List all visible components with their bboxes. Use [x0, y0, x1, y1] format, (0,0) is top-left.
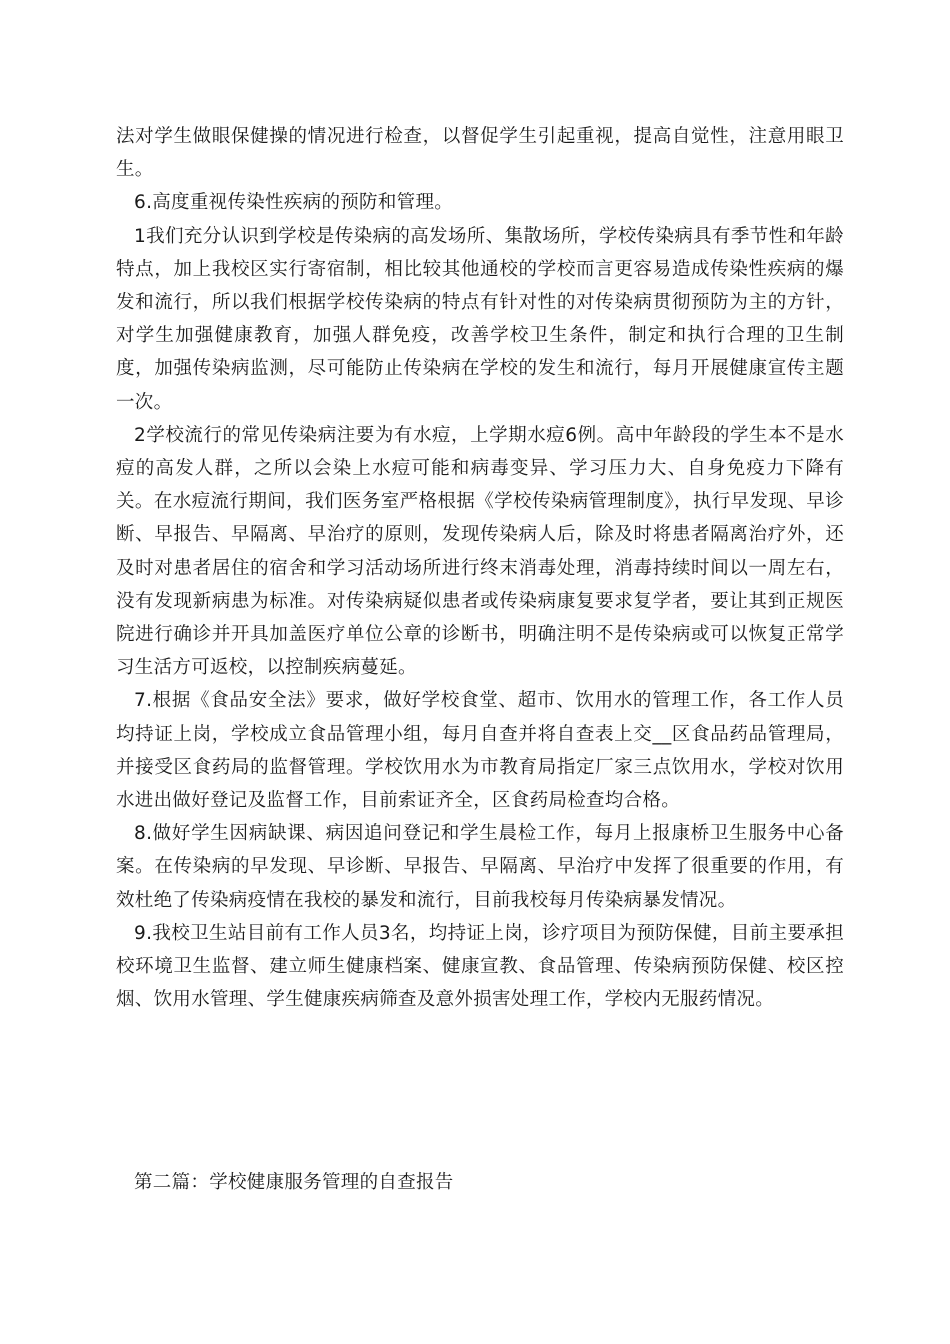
paragraph-item-7: 7.根据《食品安全法》要求，做好学校食堂、超市、饮用水的管理工作，各工作人员均持证上岗，学校成立食品管理小组，每月自查并将自查表上交__区食品药品管理局，并接受区食药局的监督管理。学校饮用水为市教育局指定厂家三点饮用水，学校对饮用水进出做好登记及监督工作，目前索证齐全，区食药局检查均合格。: [116, 690, 844, 812]
paragraph-item-6-heading: 6.高度重视传染性疾病的预防和管理。: [134, 192, 454, 214]
document-body: [116, 120, 844, 1016]
section-heading-second-article: 第二篇：学校健康服务管理的自查报告: [134, 1172, 454, 1193]
paragraph-item-8: 8.做好学生因病缺课、病因追问登记和学生晨检工作，每月上报康桥卫生服务中心备案。在传染病的早发现、早诊断、早报告、早隔离、早治疗中发挥了很重要的作用，有效杜绝了传染病疫情在我校的暴发和流行，目前我校每月传染病暴发情况。: [116, 823, 844, 911]
paragraph-item-6-1: 1我们充分认识到学校是传染病的高发场所、集散场所，学校传染病具有季节性和年龄特点，加上我校区实行寄宿制，相比较其他通校的学校而言更容易造成传染性疾病的爆发和流行，所以我们根据学校传染病的特点有针对性的对传染病贯彻预防为主的方针，对学生加强健康教育，加强人群免疫，改善学校卫生条件，制定和执行合理的卫生制度，加强传染病监测，尽可能防止传染病在学校的发生和流行，每月开展健康宣传主题一次。: [116, 225, 844, 413]
paragraph-item-9: 9.我校卫生站目前有工作人员3名，均持证上岗，诊疗项目为预防保健，目前主要承担校环境卫生监督、建立师生健康档案、健康宣教、食品管理、传染病预防保健、校区控烟、饮用水管理、学生健康疾病筛查及意外损害处理工作，学校内无服药情况。: [116, 922, 844, 1011]
paragraph-item-6-2: 2学校流行的常见传染病注要为有水痘，上学期水痘6例。高中年龄段的学生本不是水痘的高发人群，之所以会染上水痘可能和病毒变异、学习压力大、自身免疫力下降有关。在水痘流行期间，我们医务室严格根据《学校传染病管理制度》，执行早发现、早诊断、早报告、早隔离、早治疗的原则，发现传染病人后，除及时将患者隔离治疗外，还及时对患者居住的宿舍和学习活动场所进行终末消毒处理，消毒持续时间以一周左右，没有发现新病患为标准。对传染病疑似患者或传染病康复要求复学者，要让其到正规医院进行确诊并开具加盖医疗单位公章的诊断书，明确注明不是传染病或可以恢复正常学习生活方可返校，以控制疾病蔓延。: [116, 424, 844, 679]
paragraph-eye-exercise-continued: 法对学生做眼保健操的情况进行检查，以督促学生引起重视，提高自觉性，注意用眼卫生。: [116, 126, 844, 181]
